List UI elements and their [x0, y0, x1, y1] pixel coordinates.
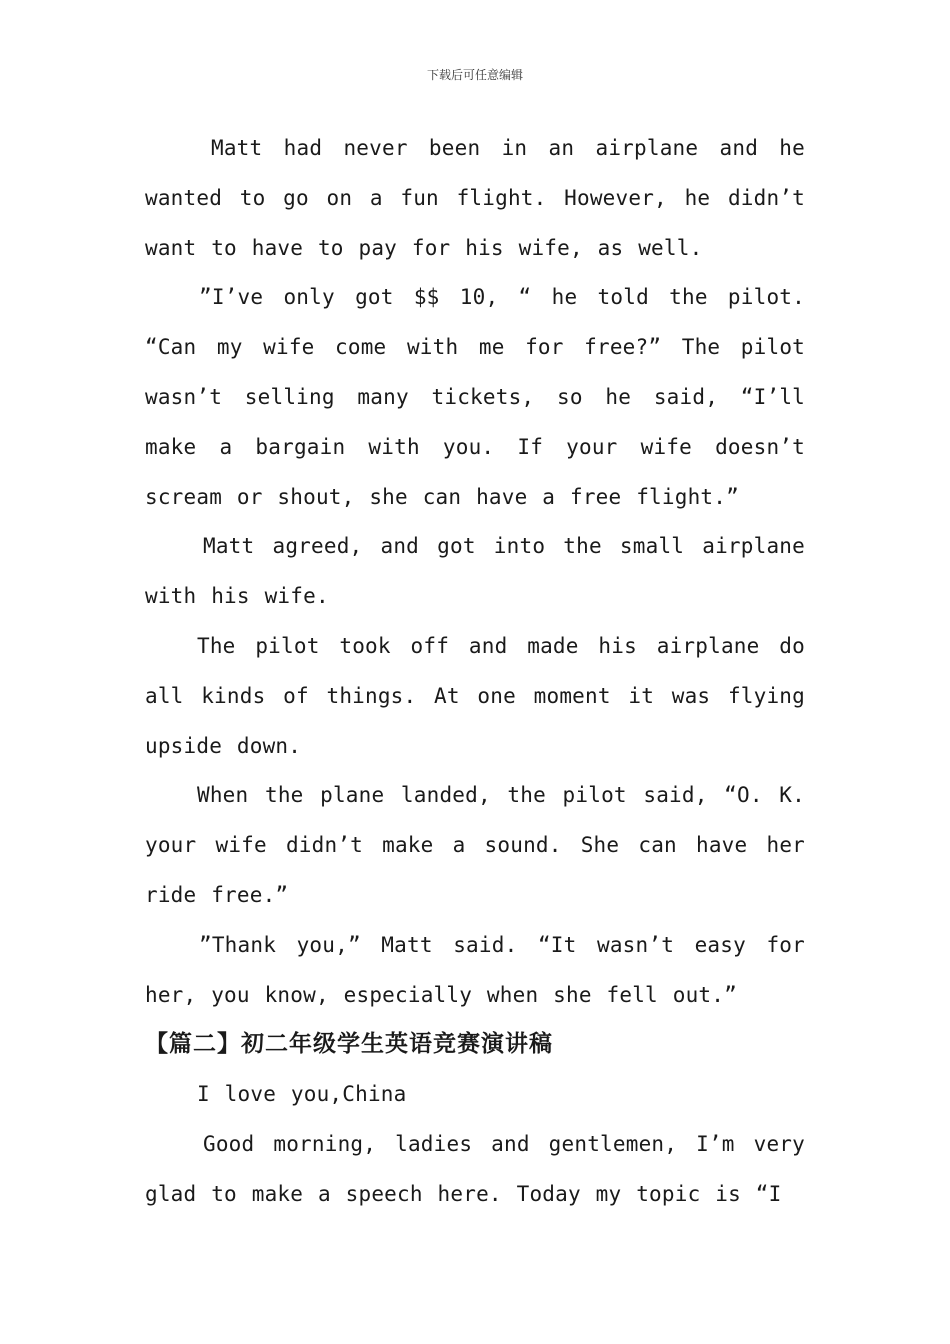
paragraph-plane-landed: When the plane landed, the pilot said, “O. K. your wife didn’t make a sound. She can have her ride free.” [145, 783, 805, 907]
page-header-note: 下载后可任意编辑 [426, 68, 523, 82]
paragraph-speech-opening: Good morning, ladies and gentlemen, I’m very glad to make a speech here. Today my topic is “I [145, 1131, 805, 1206]
document-body [145, 124, 805, 1220]
paragraph-pilot-bargain: ”I’ve only got $$ 10, “ he told the pilot. “Can my wife come with me for free?” The pilot wasn’t selling many tickets, so he said, “I’ll make a bargain with you. If your wife doesn’t scream or shout, she can have a free flight.” [145, 285, 805, 509]
section-heading: 【篇二】初二年级学生英语竞赛演讲稿 [145, 1031, 553, 1058]
paragraph-thank-you: ”Thank you,” Matt said. “It wasn’t easy for her, you know, especially when she fell out.” [145, 932, 805, 1007]
paragraph-matt-intro: Matt had never been in an airplane and he wanted to go on a fun flight. However, he didn’t want to have to pay for his wife, as well. [145, 136, 805, 260]
speech-title: I love you,China [197, 1082, 407, 1107]
paragraph-pilot-flying: The pilot took off and made his airplane do all kinds of things. At one moment it was flying upside down. [145, 633, 805, 758]
paragraph-matt-agreed: Matt agreed, and got into the small airplane with his wife. [145, 534, 805, 609]
